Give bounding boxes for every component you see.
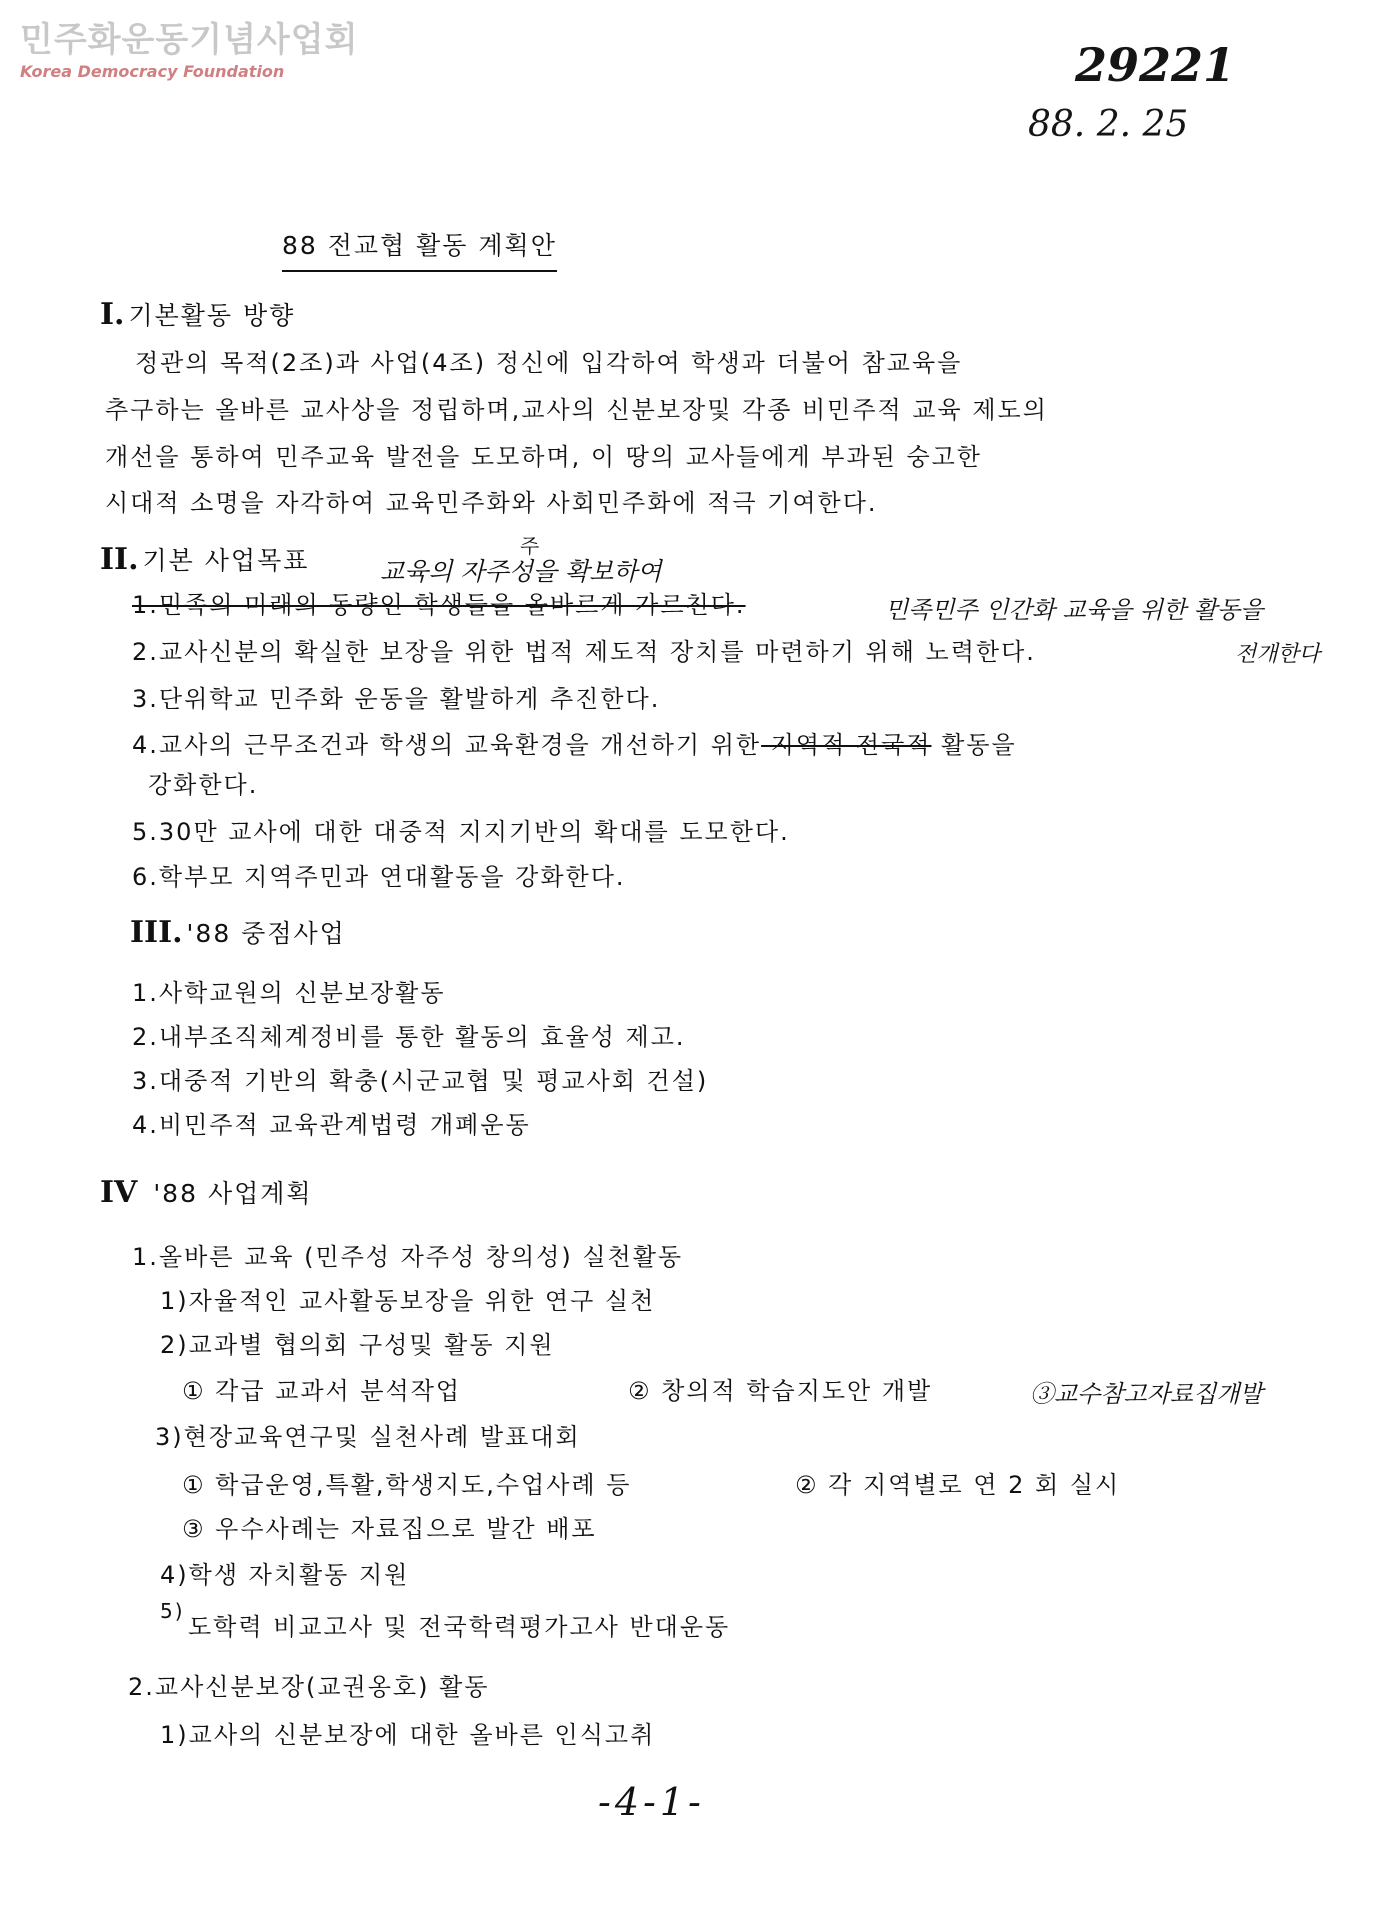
handwritten-margin-note-2: 전개한다	[1235, 642, 1321, 667]
section-2-item-5: 5.30만 교사에 대한 대중적 지지기반의 확대를 도모한다.	[132, 818, 790, 846]
section-3-title: '88 중점사업	[186, 919, 346, 948]
section-4-sub-4: 4)학생 자치활동 지원	[160, 1561, 410, 1589]
section-4-title: '88 사업계획	[153, 1179, 313, 1208]
handwritten-insertion: 교육의 자주성을 확보하여	[380, 557, 662, 586]
section-2-item-6: 6.학부모 지역주민과 연대활동을 강화한다.	[132, 863, 626, 891]
section-4-sub-3: 3)현장교육연구및 실천사례 발표대회	[155, 1423, 581, 1451]
section-2-item-4-start: 4.교사의 근무조건과 학생의 교육환경을 개선하기 위한	[132, 731, 762, 759]
section-4-heading	[100, 1175, 313, 1210]
section-3-item-1: 1.사학교원의 신분보장활동	[132, 979, 446, 1007]
section-4-item-2: 2.교사신분보장(교권옹호) 활동	[128, 1673, 490, 1701]
section-4-sub-2: 2)교과별 협의회 구성및 활동 지원	[160, 1331, 555, 1359]
handwritten-date: 88. 2. 25	[1028, 104, 1189, 145]
section-2-item-3: 3.단위학교 민주화 운동을 활발하게 추진한다.	[132, 685, 661, 713]
section-4-sub-3-c: ③ 우수사례는 자료집으로 발간 배포	[182, 1515, 597, 1543]
section-1-title: 기본활동 방향	[128, 301, 296, 330]
section-1-line-2: 추구하는 올바른 교사상을 정립하며,교사의 신분보장및 각종 비민주적 교육 제도의	[105, 396, 1048, 424]
handwritten-caret-mark: 주	[520, 534, 540, 558]
section-3-item-4: 4.비민주적 교육관계법령 개폐운동	[132, 1111, 531, 1139]
section-2-number: II.	[100, 542, 139, 577]
section-3-item-2: 2.내부조직체계정비를 통한 활동의 효율성 제고.	[132, 1023, 686, 1051]
section-2-item-4-struck: 지역적 전국적	[761, 731, 932, 759]
section-3-heading	[130, 915, 346, 950]
section-2-heading	[100, 542, 310, 577]
section-2-item-2: 2.교사신분의 확실한 보장을 위한 법적 제도적 장치를 마련하기 위해 노력한다.	[132, 638, 1036, 666]
section-3-item-3: 3.대중적 기반의 확충(시군교협 및 평교사회 건설)	[132, 1067, 709, 1095]
section-2-item-4	[132, 730, 1017, 760]
section-3-number: III.	[130, 915, 183, 950]
section-4-item-1: 1.올바른 교육 (민주성 자주성 창의성) 실천활동	[132, 1243, 684, 1271]
section-2-item-4-continued: 강화한다.	[148, 771, 259, 799]
section-4-item-2-sub-1: 1)교사의 신분보장에 대한 올바른 인식고취	[160, 1721, 656, 1749]
section-2-title: 기본 사업목표	[142, 546, 310, 575]
section-1-line-4: 시대적 소명을 자각하여 교육민주화와 사회민주화에 적극 기여한다.	[105, 489, 878, 517]
section-4-sub-5-number: 5)	[160, 1599, 185, 1623]
section-1-number: I.	[100, 297, 125, 332]
watermark-korean: 민주화운동기념사업회	[20, 20, 359, 60]
section-4-sub-3-b: ② 각 지역별로 연 2 회 실시	[795, 1471, 1121, 1499]
section-4-sub-2-c-handwritten: ③교수참고자료집개발	[1030, 1380, 1263, 1408]
section-4-sub-2-a: ① 각급 교과서 분석작업	[182, 1377, 462, 1405]
section-4-sub-3-a: ① 학급운영,특활,학생지도,수업사례 등	[182, 1471, 632, 1499]
section-4-sub-5: 도학력 비교고사 및 전국학력평가고사 반대운동	[188, 1613, 731, 1641]
section-4-sub-2-b: ② 창의적 학습지도안 개발	[628, 1377, 933, 1405]
watermark-logo	[20, 20, 358, 82]
handwritten-margin-note-1: 민족민주 인간화 교육을 위한 활동을	[885, 596, 1264, 624]
section-1-line-1: 정관의 목적(2조)과 사업(4조) 정신에 입각하여 학생과 더불어 참교육을	[135, 349, 963, 377]
section-2-item-1-struck: 1.민족의 미래의 동량인 학생들을 올바르게 가르친다.	[132, 591, 746, 619]
handwritten-doc-number: 29221	[1075, 38, 1236, 92]
page-number: -4-1-	[598, 1780, 705, 1824]
section-1-heading	[100, 297, 296, 332]
section-4-sub-1: 1)자율적인 교사활동보장을 위한 연구 실천	[160, 1287, 656, 1315]
document-title: 88 전교협 활동 계획안	[282, 226, 557, 272]
section-4-number: IV	[100, 1175, 138, 1210]
section-1-line-3: 개선을 통하여 민주교육 발전을 도모하며, 이 땅의 교사들에게 부과된 숭고한	[105, 443, 982, 471]
watermark-english: Korea Democracy Foundation	[20, 62, 285, 81]
section-2-item-4-end: 활동을	[931, 731, 1017, 759]
